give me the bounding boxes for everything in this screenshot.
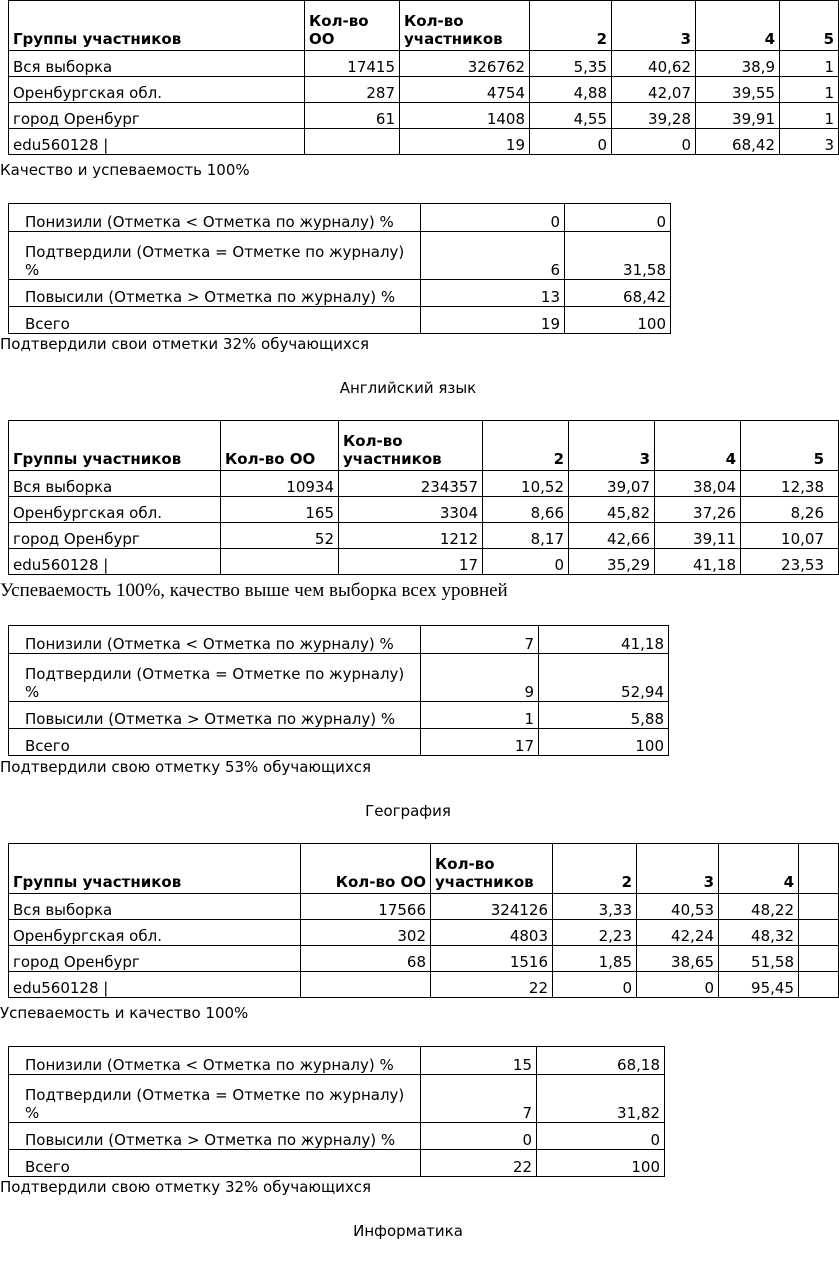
table-cell: Понизили (Отметка < Отметка по журналу) %: [9, 1047, 421, 1075]
results-table-2: [8, 420, 839, 575]
column-header: 5: [741, 421, 839, 471]
table-cell: 17415: [305, 51, 400, 77]
table-cell: 5,88: [539, 702, 669, 729]
table-cell: 0: [553, 972, 637, 998]
table-cell: 23,53: [741, 549, 839, 575]
table-cell: Оренбургская обл.: [9, 497, 221, 523]
table-cell: 48,22: [719, 894, 799, 920]
table-cell: [221, 549, 339, 575]
column-header: 3: [569, 421, 655, 471]
table-cell: 8,66: [483, 497, 569, 523]
table-cell: 40,62: [612, 51, 696, 77]
table-cell: 0: [537, 1123, 665, 1150]
column-header: 3: [612, 1, 696, 51]
table-cell: 3: [780, 129, 839, 155]
column-header: 3: [637, 844, 719, 894]
table-cell: 12,38: [741, 471, 839, 497]
table-row: [9, 946, 839, 972]
column-header: 4: [655, 421, 741, 471]
table-cell: 68,18: [537, 1047, 665, 1075]
column-header: Группы участников: [9, 844, 301, 894]
table-cell: [799, 946, 839, 972]
column-header: Кол-во участников: [339, 421, 483, 471]
table-cell: 52,94: [539, 654, 669, 702]
table-row: [9, 972, 839, 998]
table-cell: 1: [780, 103, 839, 129]
column-header: Группы участников: [9, 421, 221, 471]
table-cell: Всего: [9, 1150, 421, 1177]
column-header: Кол-во участников: [431, 844, 553, 894]
column-header: 2: [553, 844, 637, 894]
table-cell: 41,18: [539, 626, 669, 654]
table-cell: 287: [305, 77, 400, 103]
table-header-row: [9, 421, 839, 471]
marks-table-2: [8, 625, 669, 756]
table-cell: 4754: [400, 77, 530, 103]
table-row: [9, 654, 669, 702]
table-cell: 2,23: [553, 920, 637, 946]
table-cell: 68: [301, 946, 431, 972]
table-row: [9, 471, 839, 497]
table-cell: 45,82: [569, 497, 655, 523]
table-cell: 0: [612, 129, 696, 155]
table-cell: город Оренбург: [9, 523, 221, 549]
section-summary: Подтвердили свою отметку 53% обучающихся: [0, 758, 372, 776]
table-row: [9, 894, 839, 920]
table-row: [9, 702, 669, 729]
table-cell: edu560128 |: [9, 129, 305, 155]
table-cell: Подтвердили (Отметка = Отметке по журналу) %: [9, 654, 421, 702]
table-cell: 52: [221, 523, 339, 549]
table-row: [9, 51, 839, 77]
column-header: Кол-во ОО: [305, 1, 400, 51]
table-cell: Понизили (Отметка < Отметка по журналу) %: [9, 626, 421, 654]
section-title: Английский язык: [339, 379, 477, 397]
table-cell: 0: [530, 129, 612, 155]
table-cell: 19: [421, 307, 565, 334]
table-cell: 0: [421, 204, 565, 232]
table-cell: Подтвердили (Отметка = Отметке по журналу) %: [9, 1075, 421, 1123]
table-cell: 42,07: [612, 77, 696, 103]
table-cell: 68,42: [565, 280, 671, 307]
table-cell: 19: [400, 129, 530, 155]
table-cell: 1: [780, 77, 839, 103]
table-cell: 4,88: [530, 77, 612, 103]
table-row: [9, 204, 671, 232]
table-cell: 1408: [400, 103, 530, 129]
section-summary: Подтвердили свои отметки 32% обучающихся: [0, 335, 370, 353]
table-row: [9, 1047, 665, 1075]
table-cell: 3,33: [553, 894, 637, 920]
table-row: [9, 129, 839, 155]
table-row: [9, 77, 839, 103]
table-cell: 35,29: [569, 549, 655, 575]
table-cell: Повысили (Отметка > Отметка по журналу) %: [9, 702, 421, 729]
table-cell: 100: [539, 729, 669, 756]
table-cell: Подтвердили (Отметка = Отметке по журналу) %: [9, 232, 421, 280]
table-cell: 234357: [339, 471, 483, 497]
table-cell: edu560128 |: [9, 549, 221, 575]
table-row: [9, 549, 839, 575]
table-cell: 10934: [221, 471, 339, 497]
section-title: Информатика: [353, 1222, 463, 1240]
table-cell: 48,32: [719, 920, 799, 946]
table-cell: edu560128 |: [9, 972, 301, 998]
column-header: 2: [483, 421, 569, 471]
table-row: [9, 729, 669, 756]
table-cell: 42,66: [569, 523, 655, 549]
table-cell: 1: [421, 702, 539, 729]
section-caption: Успеваемость и качество 100%: [0, 1004, 249, 1022]
table-cell: Оренбургская обл.: [9, 77, 305, 103]
table-cell: город Оренбург: [9, 946, 301, 972]
table-cell: 10,52: [483, 471, 569, 497]
table-cell: 165: [221, 497, 339, 523]
table-cell: 3304: [339, 497, 483, 523]
table-cell: [799, 920, 839, 946]
table-cell: 31,58: [565, 232, 671, 280]
table-cell: 1,85: [553, 946, 637, 972]
table-cell: 9: [421, 654, 539, 702]
table-cell: 10,07: [741, 523, 839, 549]
table-cell: 95,45: [719, 972, 799, 998]
column-header: 4: [696, 1, 780, 51]
table-cell: 13: [421, 280, 565, 307]
table-cell: 37,26: [655, 497, 741, 523]
table-cell: Повысили (Отметка > Отметка по журналу) %: [9, 1123, 421, 1150]
table-row: [9, 523, 839, 549]
table-cell: 0: [421, 1123, 537, 1150]
table-cell: 39,28: [612, 103, 696, 129]
table-cell: 17: [421, 729, 539, 756]
table-cell: 38,04: [655, 471, 741, 497]
table-cell: 0: [565, 204, 671, 232]
table-cell: [799, 972, 839, 998]
table-cell: Оренбургская обл.: [9, 920, 301, 946]
table-cell: 39,55: [696, 77, 780, 103]
column-header: 2: [530, 1, 612, 51]
table-row: [9, 497, 839, 523]
column-header: [799, 844, 839, 894]
table-cell: 39,11: [655, 523, 741, 549]
column-header: Кол-во участников: [400, 1, 530, 51]
table-cell: 17566: [301, 894, 431, 920]
table-row: [9, 626, 669, 654]
section-caption: Качество и успеваемость 100%: [0, 161, 250, 179]
table-cell: 41,18: [655, 549, 741, 575]
section-caption: Успеваемость 100%, качество выше чем выборка всех уровней: [0, 580, 508, 601]
table-cell: 38,9: [696, 51, 780, 77]
table-row: [9, 103, 839, 129]
section-title: География: [365, 802, 451, 820]
table-cell: 0: [637, 972, 719, 998]
table-cell: [799, 894, 839, 920]
table-cell: город Оренбург: [9, 103, 305, 129]
table-cell: 7: [421, 1075, 537, 1123]
table-cell: 39,91: [696, 103, 780, 129]
column-header: 5: [780, 1, 839, 51]
table-cell: Вся выборка: [9, 894, 301, 920]
table-cell: 4,55: [530, 103, 612, 129]
table-cell: 61: [305, 103, 400, 129]
table-cell: Вся выборка: [9, 51, 305, 77]
table-cell: [301, 972, 431, 998]
results-table-3: [8, 843, 839, 998]
table-cell: 100: [565, 307, 671, 334]
table-cell: 42,24: [637, 920, 719, 946]
table-cell: 302: [301, 920, 431, 946]
table-header-row: [9, 844, 839, 894]
table-cell: [305, 129, 400, 155]
table-cell: 324126: [431, 894, 553, 920]
column-header: Кол-во ОО: [301, 844, 431, 894]
table-cell: 40,53: [637, 894, 719, 920]
table-cell: 38,65: [637, 946, 719, 972]
table-row: [9, 1150, 665, 1177]
table-cell: Вся выборка: [9, 471, 221, 497]
results-table-1: [8, 0, 839, 155]
table-cell: 22: [431, 972, 553, 998]
table-cell: 4803: [431, 920, 553, 946]
table-row: [9, 232, 671, 280]
table-cell: 31,82: [537, 1075, 665, 1123]
table-cell: 6: [421, 232, 565, 280]
table-cell: 1516: [431, 946, 553, 972]
table-cell: 8,17: [483, 523, 569, 549]
table-cell: 51,58: [719, 946, 799, 972]
column-header: Кол-во ОО: [221, 421, 339, 471]
column-header: Группы участников: [9, 1, 305, 51]
marks-table-1: [8, 203, 671, 334]
table-cell: 68,42: [696, 129, 780, 155]
table-cell: 1: [780, 51, 839, 77]
table-cell: 1212: [339, 523, 483, 549]
table-row: [9, 1075, 665, 1123]
table-row: [9, 1123, 665, 1150]
table-cell: 39,07: [569, 471, 655, 497]
table-cell: 17: [339, 549, 483, 575]
table-cell: Повысили (Отметка > Отметка по журналу) %: [9, 280, 421, 307]
table-row: [9, 280, 671, 307]
table-cell: 22: [421, 1150, 537, 1177]
table-cell: 100: [537, 1150, 665, 1177]
section-summary: Подтвердили свою отметку 32% обучающихся: [0, 1178, 372, 1196]
table-cell: 0: [483, 549, 569, 575]
table-row: [9, 920, 839, 946]
table-row: [9, 307, 671, 334]
table-cell: 15: [421, 1047, 537, 1075]
table-cell: Всего: [9, 729, 421, 756]
table-cell: Понизили (Отметка < Отметка по журналу) %: [9, 204, 421, 232]
table-cell: Всего: [9, 307, 421, 334]
table-cell: 8,26: [741, 497, 839, 523]
table-header-row: [9, 1, 839, 51]
table-cell: 326762: [400, 51, 530, 77]
table-cell: 5,35: [530, 51, 612, 77]
column-header: 4: [719, 844, 799, 894]
marks-table-3: [8, 1046, 665, 1177]
table-cell: 7: [421, 626, 539, 654]
